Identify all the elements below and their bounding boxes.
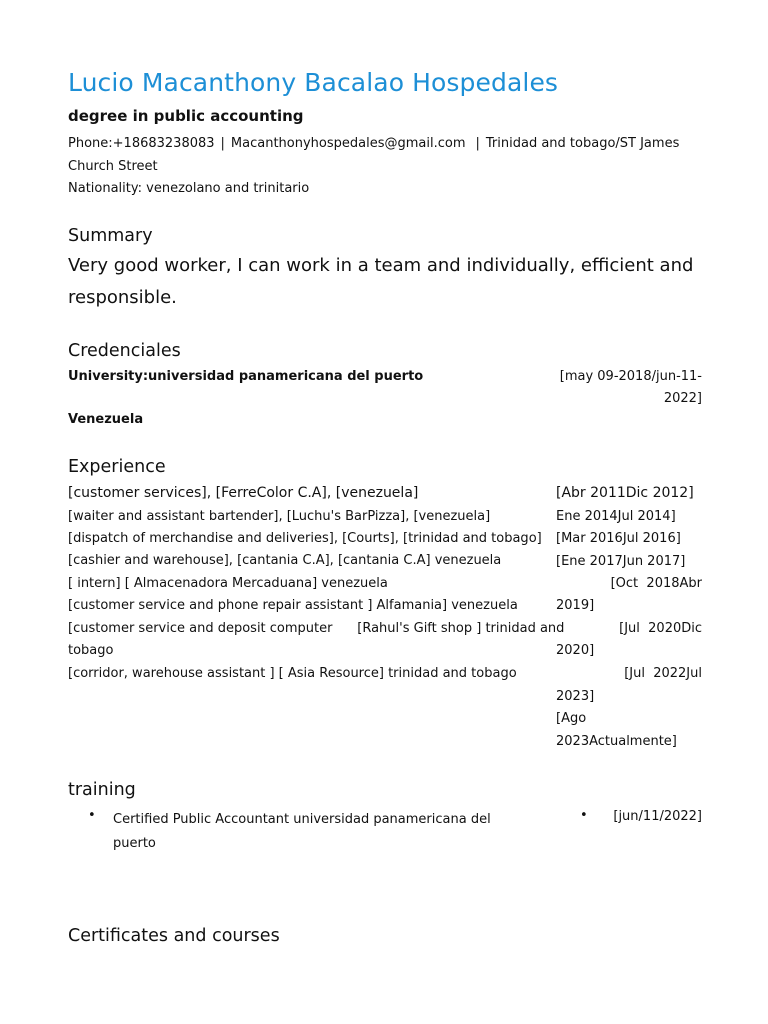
candidate-name: Lucio Macanthony Bacalao Hospedales (68, 68, 559, 97)
training-date: [jun/11/2022] (613, 809, 702, 824)
separator: | (220, 136, 225, 151)
experience-date: [Mar 2016Jul 2016] (556, 531, 681, 546)
experience-date: Ene 2014Jul 2014] (556, 509, 676, 524)
training-item (113, 808, 533, 856)
experience-date: 2020] (556, 643, 595, 658)
experience-date: [Jul 2022Jul (624, 666, 702, 681)
experience-date: [Ago (556, 711, 587, 726)
credentials-date-line: [may 09-2018/jun-11- (559, 369, 702, 384)
experience-item: [dispatch of merchandise and deliveries], [Courts], [trinidad and tobago] (68, 531, 542, 546)
training-item-line: puerto (113, 836, 156, 851)
degree-title: degree in public accounting (68, 107, 304, 125)
email: Macanthonyhospedales@gmail.com (230, 136, 466, 151)
experience-item: [waiter and assistant bartender], [Luchu's BarPizza], [venezuela] (68, 509, 491, 524)
credentials-date-line: 2022] (663, 391, 702, 406)
experience-item: [corridor, warehouse assistant ] [ Asia Resource] trinidad and tobago (68, 666, 517, 681)
university: University:universidad panamericana del puerto (68, 369, 424, 384)
training-heading: training (68, 780, 136, 800)
experience-item: [customer services], [FerreColor C.A], [venezuela] (68, 485, 419, 501)
experience-item: [customer service and deposit computer [Rahul's Gift shop ] trinidad and (68, 621, 565, 636)
contact-block (68, 133, 702, 201)
address: Trinidad and tobago/ST James Church Street (68, 136, 680, 174)
experience-date: [Jul 2020Dic (619, 621, 702, 636)
experience-date: [Oct 2018Abr (610, 576, 702, 591)
experience-date: 2023Actualmente] (556, 734, 677, 749)
summary-heading: Summary (68, 226, 153, 246)
credentials-date (560, 366, 702, 410)
credentials-heading: Credenciales (68, 341, 181, 361)
experience-date: 2023] (556, 689, 595, 704)
experience-date: [Ene 2017Jun 2017] (556, 554, 686, 569)
experience-item: [customer service and phone repair assistant ] Alfamania] venezuela (68, 598, 518, 613)
nationality: Nationality: venezolano and trinitario (68, 181, 310, 196)
credentials-country: Venezuela (68, 412, 144, 427)
separator: | (475, 136, 480, 151)
summary-text: Very good worker, I can work in a team and individually, efficient and responsible. (68, 255, 694, 308)
phone: Phone:+18683238083 (68, 136, 215, 151)
training-item-line: Certified Public Accountant universidad panamericana del (113, 812, 491, 827)
experience-date: 2019] (556, 598, 595, 613)
experience-date: [Abr 2011Dic 2012] (556, 485, 694, 501)
bullet-icon: • (88, 808, 96, 823)
experience-item: [cashier and warehouse], [cantania C.A], [cantania C.A] venezuela (68, 553, 502, 568)
experience-item: tobago (68, 643, 114, 658)
bullet-icon: • (580, 808, 588, 823)
experience-heading: Experience (68, 457, 166, 477)
certificates-heading: Certificates and courses (68, 926, 280, 946)
experience-item: [ intern] [ Almacenadora Mercaduana] venezuela (68, 576, 388, 591)
